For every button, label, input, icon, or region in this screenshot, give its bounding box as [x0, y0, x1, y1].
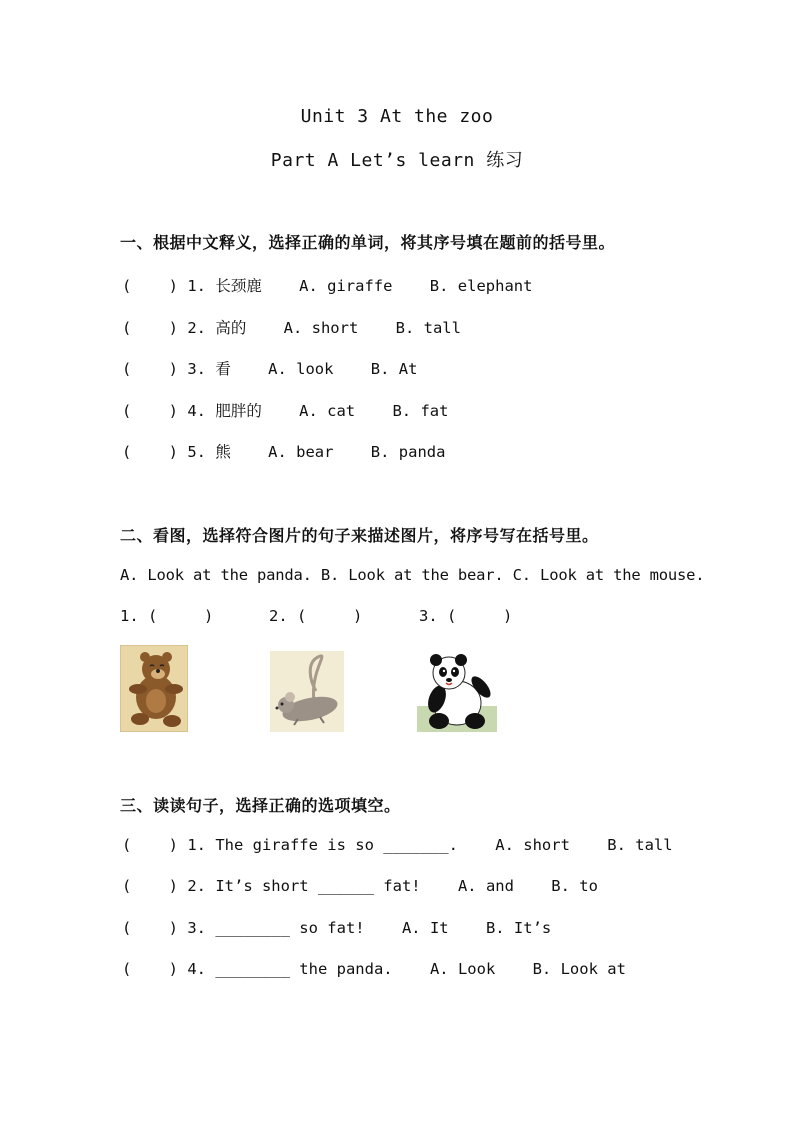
section3-item-2: ( ) 2. It’s short ______ fat! A. and B. to: [122, 877, 598, 895]
blank-2: 2. ( ): [269, 607, 363, 625]
section1-item-4: ( ) 4. 肥胖的 A. cat B. fat: [122, 402, 449, 420]
section3-item-3: ( ) 3. ________ so fat! A. It B. It’s: [122, 919, 552, 937]
worksheet-title: Unit 3 At the zoo: [300, 106, 494, 127]
blank-1: 1. ( ): [120, 607, 214, 625]
section1-item-1: ( ) 1. 长颈鹿 A. giraffe B. elephant: [122, 277, 533, 295]
section1-heading: 一、根据中文释义，选择正确的单词，将其序号填在题前的括号里。: [120, 233, 616, 252]
section2-options: A. Look at the panda. B. Look at the bear. C. Look at the mouse.: [120, 566, 705, 584]
blank-3: 3. ( ): [419, 607, 513, 625]
section1-item-5: ( ) 5. 熊 A. bear B. panda: [122, 443, 446, 461]
section3-item-1: ( ) 1. The giraffe is so _______. A. short B. tall: [122, 836, 673, 854]
worksheet-subtitle: Part A Let’s learn 练习: [270, 150, 524, 171]
section2-heading: 二、看图，选择符合图片的句子来描述图片，将序号写在括号里。: [120, 526, 599, 545]
mouse-picture: [270, 651, 344, 732]
section3-heading: 三、读读句子，选择正确的选项填空。: [120, 796, 401, 815]
section3-item-4: ( ) 4. ________ the panda. A. Look B. Look at: [122, 960, 626, 978]
section1-item-2: ( ) 2. 高的 A. short B. tall: [122, 319, 461, 337]
panda-picture: [417, 651, 497, 732]
bear-picture: [120, 645, 188, 732]
section1-item-3: ( ) 3. 看 A. look B. At: [122, 360, 418, 378]
